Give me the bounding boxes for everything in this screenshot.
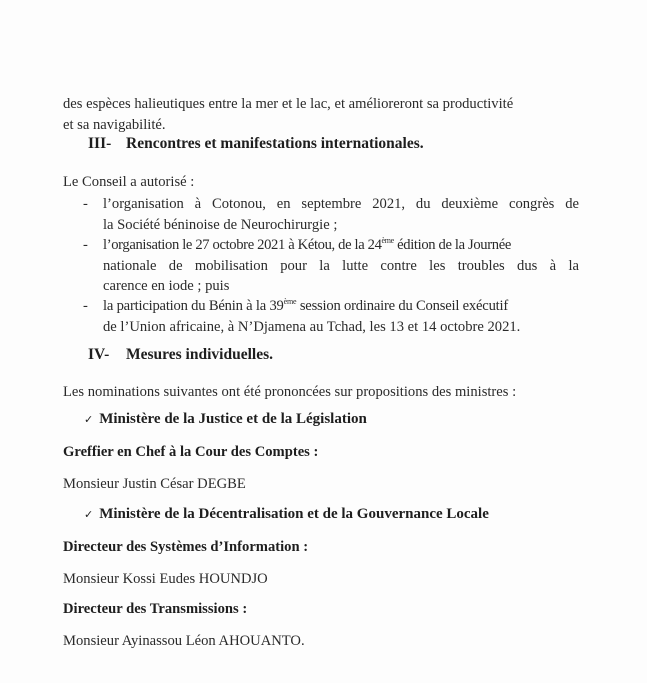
list-item-line: la participation du Bénin à la 39ème session ordinaire du Conseil exécutif: [103, 297, 509, 314]
list-item-line: la Société béninoise de Neurochirurgie ;: [103, 216, 338, 233]
checkmark-icon: ✓: [84, 413, 94, 426]
section-3-title: Rencontres et manifestations internationales.: [126, 135, 424, 152]
section-4-heading: [88, 346, 273, 364]
list-item-line: l’organisation à Cotonou, en septembre 2021, du deuxième congrès de: [103, 196, 579, 212]
section-4-lead: Les nominations suivantes ont été prononcées sur propositions des ministres :: [63, 384, 517, 400]
ministry-heading-decentralisation: ✓ Ministère de la Décentralisation et de la Gouvernance Locale: [84, 506, 489, 522]
list-item-line: l’organisation le 27 octobre 2021 à Kétou, de la 24ème édition de la Journée: [103, 236, 511, 253]
section-3-lead: Le Conseil a autorisé :: [63, 174, 195, 190]
appointee-name: Monsieur Justin César DEGBE: [63, 476, 246, 492]
post-title: Directeur des Systèmes d’Information :: [63, 539, 309, 555]
appointee-name: Monsieur Ayinassou Léon AHOUANTO.: [63, 633, 305, 649]
list-item-line: nationale de mobilisation pour la lutte contre les troubles dus à la: [103, 257, 579, 274]
section-4-number: IV-: [88, 346, 110, 363]
intro-paragraph-line-1: des espèces halieutiques entre la mer et le lac, et amélioreront sa productivité: [63, 96, 514, 112]
list-item-line: carence en iode ; puis: [103, 278, 230, 294]
ministry-heading-justice: ✓ Ministère de la Justice et de la Législation: [84, 411, 367, 427]
list-dash: -: [83, 237, 88, 253]
list-dash: -: [83, 298, 88, 314]
section-3-heading: [88, 135, 424, 153]
section-4-title: Mesures individuelles.: [126, 346, 273, 363]
checkmark-icon: ✓: [84, 508, 94, 521]
list-item-line: de l’Union africaine, à N’Djamena au Tchad, les 13 et 14 octobre 2021.: [103, 318, 521, 335]
post-title: Greffier en Chef à la Cour des Comptes :: [63, 444, 319, 460]
appointee-name: Monsieur Kossi Eudes HOUNDJO: [63, 571, 268, 587]
section-3-number: III-: [88, 135, 112, 152]
post-title: Directeur des Transmissions :: [63, 601, 248, 617]
intro-paragraph-line-2: et sa navigabilité.: [63, 117, 166, 133]
list-dash: -: [83, 196, 88, 212]
